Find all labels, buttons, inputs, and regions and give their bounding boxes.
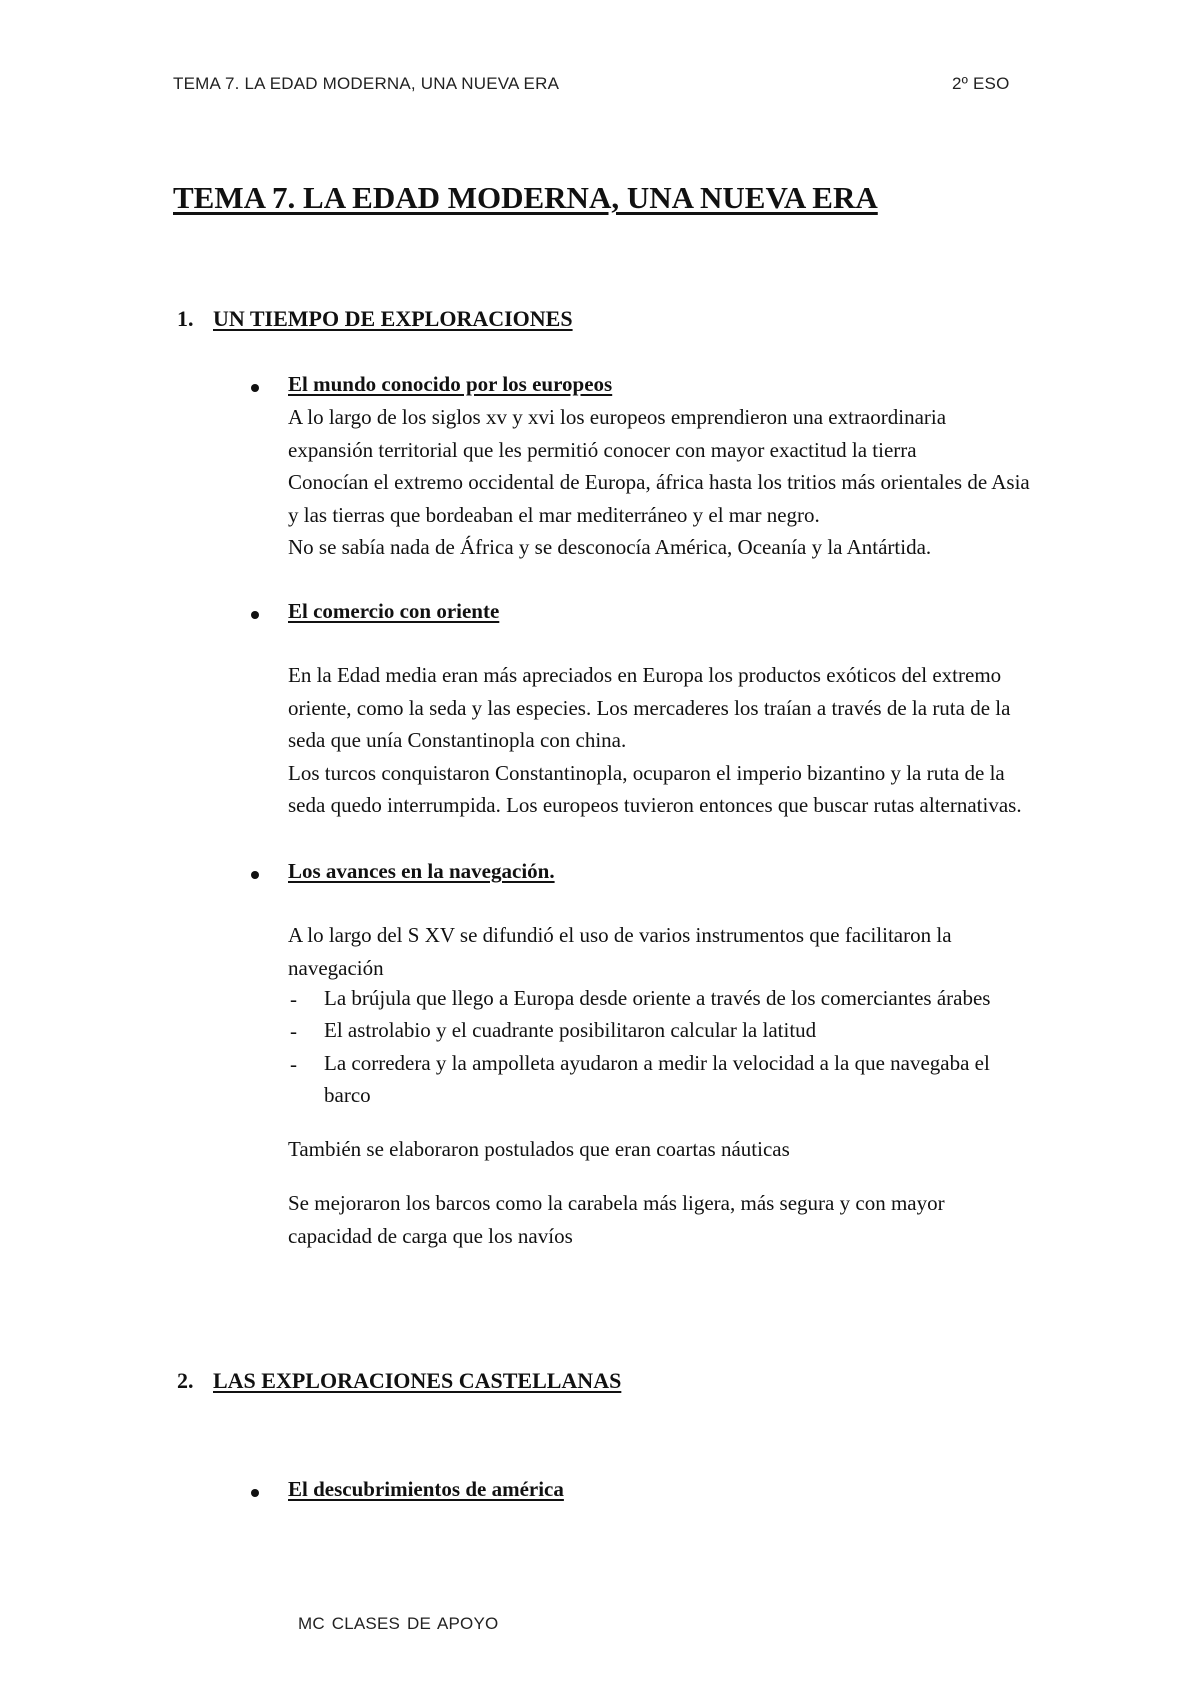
text-line: navegación <box>288 955 384 980</box>
subheading-mundo-conocido: El mundo conocido por los europeos <box>288 372 613 396</box>
page-footer: MC CLASES DE APOYO <box>298 1614 499 1633</box>
list-item-corredera-cont: barco <box>324 1083 371 1107</box>
text-line: Los turcos conquistaron Constantinopla, ocuparon el imperio bizantino y la ruta de la <box>288 760 1005 785</box>
dash-marker: - <box>290 987 297 1011</box>
bullet-icon <box>251 384 259 392</box>
text-line: A lo largo de los siglos xv y xvi los europeos emprendieron una extraordinaria <box>288 405 947 429</box>
text-line: Se mejoraron los barcos como la carabela más ligera, más segura y con mayor <box>288 1191 945 1215</box>
text-line: y las tierras que bordeaban el mar mediterráneo y el mar negro. <box>288 502 820 527</box>
running-header-title: TEMA 7. LA EDAD MODERNA, UNA NUEVA ERA <box>173 74 560 93</box>
section-2-number: 2. <box>177 1368 194 1393</box>
paragraph-comercio-oriente <box>288 659 1022 822</box>
running-header-grade: 2º ESO <box>952 74 1010 93</box>
text-line: A lo largo del S XV se difundió el uso de varios instrumentos que facilitaron la <box>288 923 952 947</box>
list-item-brujula: La brújula que llego a Europa desde oriente a través de los comerciantes árabes <box>324 986 991 1010</box>
paragraph-postulados: También se elaboraron postulados que eran coartas náuticas <box>288 1137 790 1161</box>
text-line: No se sabía nada de África y se desconocía América, Oceanía y la Antártida. <box>288 535 932 559</box>
dash-marker: - <box>290 1019 297 1043</box>
paragraph-avances-intro <box>288 919 952 984</box>
list-item-astrolabio: El astrolabio y el cuadrante posibilitaron calcular la latitud <box>324 1018 817 1042</box>
bullet-icon <box>251 1489 259 1497</box>
text-line: capacidad de carga que los navíos <box>288 1223 573 1248</box>
section-2-title: LAS EXPLORACIONES CASTELLANAS <box>213 1368 622 1393</box>
text-line: En la Edad media eran más apreciados en Europa los productos exóticos del extremo <box>288 663 1002 687</box>
paragraph-barcos <box>288 1187 945 1252</box>
section-1-heading <box>177 306 573 332</box>
page-title: TEMA 7. LA EDAD MODERNA, UNA NUEVA ERA <box>173 180 878 215</box>
section-1-title: UN TIEMPO DE EXPLORACIONES <box>213 306 573 331</box>
dash-marker: - <box>290 1052 297 1076</box>
subheading-comercio-oriente: El comercio con oriente <box>288 599 500 623</box>
text-line: seda quedo interrumpida. Los europeos tuvieron entonces que buscar rutas alternativas. <box>288 793 1022 817</box>
list-item-corredera: La corredera y la ampolleta ayudaron a medir la velocidad a la que navegaba el <box>324 1051 990 1075</box>
text-line: seda que unía Constantinopla con china. <box>288 728 627 752</box>
bullet-icon <box>251 871 259 879</box>
subheading-avances-navegacion: Los avances en la navegación. <box>288 859 555 883</box>
section-2-heading <box>177 1368 621 1394</box>
text-line: expansión territorial que les permitió conocer con mayor exactitud la tierra <box>288 437 917 462</box>
paragraph-mundo-conocido <box>288 401 1030 564</box>
bullet-icon <box>251 611 259 619</box>
text-line: oriente, como la seda y las especies. Los mercaderes los traían a través de la ruta de la <box>288 695 1011 720</box>
subheading-descubrimiento-america: El descubrimientos de américa <box>288 1477 564 1501</box>
section-1-number: 1. <box>177 306 194 331</box>
text-line: Conocían el extremo occidental de Europa, áfrica hasta los tritios más orientales de Asia <box>288 470 1030 494</box>
